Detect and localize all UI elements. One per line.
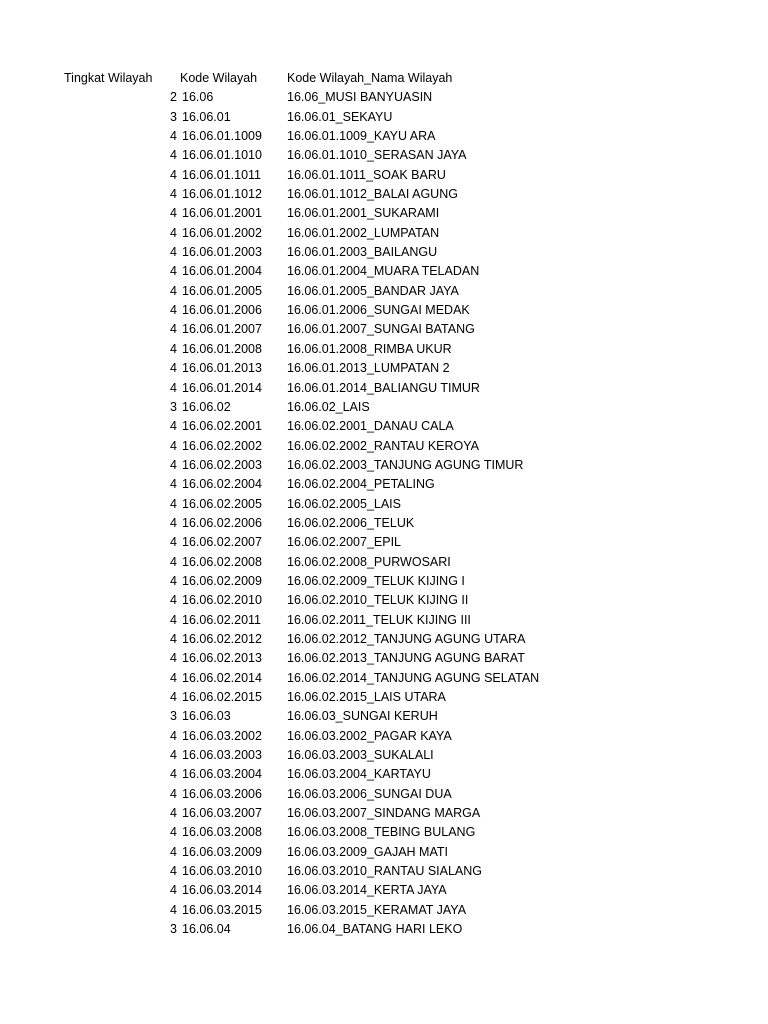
code-cell: 16.06.03.2002 bbox=[182, 728, 262, 743]
code-cell: 16.06.02.2008 bbox=[182, 554, 262, 569]
code-name-cell: 16.06.01.2013_LUMPATAN 2 bbox=[287, 361, 450, 376]
table-row bbox=[0, 727, 768, 746]
code-name-cell: 16.06.01.1010_SERASAN JAYA bbox=[287, 148, 467, 163]
code-cell: 16.06.01.1012 bbox=[182, 187, 262, 202]
table-row bbox=[0, 204, 768, 223]
table-row bbox=[0, 398, 768, 417]
table-row bbox=[0, 88, 768, 107]
code-name-cell: 16.06.03.2010_RANTAU SIALANG bbox=[287, 864, 483, 879]
table-row bbox=[0, 707, 768, 726]
level-cell: 3 bbox=[170, 922, 177, 937]
code-name-cell: 16.06.02.2013_TANJUNG AGUNG BARAT bbox=[287, 651, 525, 666]
level-cell: 4 bbox=[170, 786, 177, 801]
code-name-cell: 16.06.02.2007_EPIL bbox=[287, 535, 401, 550]
code-cell: 16.06.01.1011 bbox=[182, 167, 262, 182]
level-cell: 4 bbox=[170, 380, 177, 395]
level-cell: 4 bbox=[170, 728, 177, 743]
table-row bbox=[0, 823, 768, 842]
level-cell: 4 bbox=[170, 767, 177, 782]
level-cell: 4 bbox=[170, 477, 177, 492]
table-row bbox=[0, 340, 768, 359]
level-cell: 4 bbox=[170, 631, 177, 646]
level-cell: 4 bbox=[170, 457, 177, 472]
code-cell: 16.06.02 bbox=[182, 399, 231, 414]
level-cell: 4 bbox=[170, 573, 177, 588]
code-name-cell: 16.06.02.2005_LAIS bbox=[287, 496, 401, 511]
level-cell: 4 bbox=[170, 593, 177, 608]
level-cell: 4 bbox=[170, 825, 177, 840]
level-cell: 4 bbox=[170, 187, 177, 202]
level-cell: 4 bbox=[170, 245, 177, 260]
code-name-cell: 16.06.02.2009_TELUK KIJING I bbox=[287, 573, 465, 588]
level-cell: 4 bbox=[170, 225, 177, 240]
table-row bbox=[0, 320, 768, 339]
code-name-cell: 16.06.03.2007_SINDANG MARGA bbox=[287, 806, 481, 821]
table-row bbox=[0, 282, 768, 301]
level-cell: 4 bbox=[170, 670, 177, 685]
code-cell: 16.06.02.2005 bbox=[182, 496, 262, 511]
code-cell: 16.06.02.2013 bbox=[182, 651, 262, 666]
table-row bbox=[0, 572, 768, 591]
code-name-cell: 16.06.02.2010_TELUK KIJING II bbox=[287, 593, 469, 608]
table-row bbox=[0, 379, 768, 398]
code-name-cell: 16.06.02.2014_TANJUNG AGUNG SELATAN bbox=[287, 670, 540, 685]
level-cell: 4 bbox=[170, 515, 177, 530]
code-cell: 16.06.02.2014 bbox=[182, 670, 262, 685]
level-cell: 4 bbox=[170, 341, 177, 356]
code-cell: 16.06.02.2010 bbox=[182, 593, 262, 608]
code-cell: 16.06.03.2003 bbox=[182, 748, 262, 763]
code-cell: 16.06.03.2008 bbox=[182, 825, 262, 840]
table-row bbox=[0, 630, 768, 649]
code-name-cell: 16.06.03.2014_KERTA JAYA bbox=[287, 883, 447, 898]
table-row bbox=[0, 669, 768, 688]
level-cell: 3 bbox=[170, 399, 177, 414]
code-cell: 16.06.02.2004 bbox=[182, 477, 262, 492]
level-cell: 4 bbox=[170, 264, 177, 279]
table-row bbox=[0, 804, 768, 823]
level-cell: 4 bbox=[170, 535, 177, 550]
code-cell: 16.06.03.2009 bbox=[182, 844, 262, 859]
table-row bbox=[0, 765, 768, 784]
code-cell: 16.06.04 bbox=[182, 922, 231, 937]
code-name-cell: 16.06.03.2008_TEBING BULANG bbox=[287, 825, 476, 840]
code-name-cell: 16.06.01_SEKAYU bbox=[287, 109, 393, 124]
table-row bbox=[0, 108, 768, 127]
table-row bbox=[0, 649, 768, 668]
code-name-cell: 16.06.01.2006_SUNGAI MEDAK bbox=[287, 303, 470, 318]
code-cell: 16.06.01.2004 bbox=[182, 264, 262, 279]
code-cell: 16.06.01 bbox=[182, 109, 231, 124]
code-cell: 16.06.02.2006 bbox=[182, 515, 262, 530]
code-cell: 16.06.01.1010 bbox=[182, 148, 262, 163]
table-row bbox=[0, 359, 768, 378]
level-cell: 4 bbox=[170, 167, 177, 182]
code-cell: 16.06.02.2002 bbox=[182, 438, 262, 453]
code-name-cell: 16.06.01.2001_SUKARAMI bbox=[287, 206, 440, 221]
code-cell: 16.06 bbox=[182, 90, 214, 105]
table-row bbox=[0, 146, 768, 165]
code-name-cell: 16.06.03.2002_PAGAR KAYA bbox=[287, 728, 452, 743]
level-cell: 4 bbox=[170, 361, 177, 376]
table-row bbox=[0, 243, 768, 262]
code-name-cell: 16.06.02.2003_TANJUNG AGUNG TIMUR bbox=[287, 457, 524, 472]
table-row bbox=[0, 301, 768, 320]
code-name-cell: 16.06.01.2005_BANDAR JAYA bbox=[287, 283, 459, 298]
code-name-cell: 16.06.02.2001_DANAU CALA bbox=[287, 419, 454, 434]
table-row bbox=[0, 166, 768, 185]
table-row bbox=[0, 746, 768, 765]
header-row bbox=[0, 69, 768, 88]
code-cell: 16.06.02.2007 bbox=[182, 535, 262, 550]
code-cell: 16.06.02.2011 bbox=[182, 612, 262, 627]
code-name-cell: 16.06.01.2004_MUARA TELADAN bbox=[287, 264, 480, 279]
code-cell: 16.06.01.2014 bbox=[182, 380, 262, 395]
table-row bbox=[0, 456, 768, 475]
table-row bbox=[0, 553, 768, 572]
code-name-cell: 16.06.02_LAIS bbox=[287, 399, 370, 414]
level-cell: 4 bbox=[170, 902, 177, 917]
table-row bbox=[0, 862, 768, 881]
table-row bbox=[0, 185, 768, 204]
header-tingkat-wilayah: Tingkat Wilayah bbox=[64, 71, 153, 85]
level-cell: 4 bbox=[170, 690, 177, 704]
code-name-cell: 16.06.03.2003_SUKALALI bbox=[287, 748, 434, 763]
code-cell: 16.06.02.2012 bbox=[182, 631, 262, 646]
code-name-cell: 16.06.02.2015_LAIS UTARA bbox=[287, 690, 446, 704]
level-cell: 4 bbox=[170, 303, 177, 318]
code-name-cell: 16.06.03.2004_KARTAYU bbox=[287, 767, 431, 782]
code-cell: 16.06.03.2007 bbox=[182, 806, 262, 821]
level-cell: 4 bbox=[170, 129, 177, 144]
code-name-cell: 16.06.03.2015_KERAMAT JAYA bbox=[287, 902, 467, 917]
table-row bbox=[0, 843, 768, 862]
code-cell: 16.06.01.1009 bbox=[182, 129, 262, 144]
code-cell: 16.06.02.2003 bbox=[182, 457, 262, 472]
code-name-cell: 16.06.02.2011_TELUK KIJING III bbox=[287, 612, 471, 627]
level-cell: 4 bbox=[170, 612, 177, 627]
code-name-cell: 16.06.01.2008_RIMBA UKUR bbox=[287, 341, 452, 356]
code-name-cell: 16.06.03.2006_SUNGAI DUA bbox=[287, 786, 452, 801]
table-row bbox=[0, 785, 768, 804]
level-cell: 3 bbox=[170, 109, 177, 124]
code-cell: 16.06.02.2015 bbox=[182, 690, 262, 704]
level-cell: 4 bbox=[170, 206, 177, 221]
code-cell: 16.06.03.2010 bbox=[182, 864, 262, 879]
table-row bbox=[0, 224, 768, 243]
table-body bbox=[0, 88, 768, 939]
code-name-cell: 16.06.01.1011_SOAK BARU bbox=[287, 167, 446, 182]
table-row bbox=[0, 533, 768, 552]
header-kode-nama-wilayah: Kode Wilayah_Nama Wilayah bbox=[287, 71, 453, 85]
code-cell: 16.06.01.2005 bbox=[182, 283, 262, 298]
code-name-cell: 16.06.02.2008_PURWOSARI bbox=[287, 554, 451, 569]
code-name-cell: 16.06.03_SUNGAI KERUH bbox=[287, 709, 438, 724]
level-cell: 4 bbox=[170, 883, 177, 898]
table-row bbox=[0, 688, 768, 707]
level-cell: 4 bbox=[170, 438, 177, 453]
code-cell: 16.06.02.2001 bbox=[182, 419, 262, 434]
level-cell: 4 bbox=[170, 554, 177, 569]
table-row bbox=[0, 881, 768, 900]
header-kode-wilayah: Kode Wilayah bbox=[180, 71, 258, 85]
code-cell: 16.06.01.2001 bbox=[182, 206, 262, 221]
code-cell: 16.06.03.2015 bbox=[182, 902, 262, 917]
level-cell: 4 bbox=[170, 864, 177, 879]
table-row bbox=[0, 611, 768, 630]
code-cell: 16.06.01.2008 bbox=[182, 341, 262, 356]
table-row bbox=[0, 920, 768, 939]
code-cell: 16.06.02.2009 bbox=[182, 573, 262, 588]
code-name-cell: 16.06.04_BATANG HARI LEKO bbox=[287, 922, 463, 937]
table-row bbox=[0, 495, 768, 514]
code-cell: 16.06.01.2013 bbox=[182, 361, 262, 376]
table-row bbox=[0, 127, 768, 146]
code-name-cell: 16.06.01.1012_BALAI AGUNG bbox=[287, 187, 458, 202]
level-cell: 4 bbox=[170, 651, 177, 666]
table-row bbox=[0, 591, 768, 610]
level-cell: 4 bbox=[170, 322, 177, 337]
code-name-cell: 16.06.01.2014_BALIANGU TIMUR bbox=[287, 380, 480, 395]
table-row bbox=[0, 437, 768, 456]
level-cell: 2 bbox=[170, 90, 177, 105]
level-cell: 3 bbox=[170, 709, 177, 724]
code-name-cell: 16.06.01.2007_SUNGAI BATANG bbox=[287, 322, 475, 337]
code-name-cell: 16.06.01.1009_KAYU ARA bbox=[287, 129, 436, 144]
code-cell: 16.06.01.2003 bbox=[182, 245, 262, 260]
table-row bbox=[0, 514, 768, 533]
code-cell: 16.06.01.2006 bbox=[182, 303, 262, 318]
table-row bbox=[0, 901, 768, 920]
level-cell: 4 bbox=[170, 283, 177, 298]
level-cell: 4 bbox=[170, 496, 177, 511]
code-name-cell: 16.06.02.2002_RANTAU KEROYA bbox=[287, 438, 479, 453]
code-name-cell: 16.06.01.2003_BAILANGU bbox=[287, 245, 438, 260]
level-cell: 4 bbox=[170, 748, 177, 763]
level-cell: 4 bbox=[170, 148, 177, 163]
code-name-cell: 16.06.02.2012_TANJUNG AGUNG UTARA bbox=[287, 631, 526, 646]
code-cell: 16.06.01.2007 bbox=[182, 322, 262, 337]
code-cell: 16.06.01.2002 bbox=[182, 225, 262, 240]
code-name-cell: 16.06_MUSI BANYUASIN bbox=[287, 90, 433, 105]
code-name-cell: 16.06.02.2004_PETALING bbox=[287, 477, 435, 492]
code-cell: 16.06.03.2006 bbox=[182, 786, 262, 801]
code-cell: 16.06.03.2014 bbox=[182, 883, 262, 898]
code-cell: 16.06.03.2004 bbox=[182, 767, 262, 782]
table-row bbox=[0, 417, 768, 436]
table-row bbox=[0, 262, 768, 281]
code-cell: 16.06.03 bbox=[182, 709, 231, 724]
level-cell: 4 bbox=[170, 419, 177, 434]
region-table bbox=[0, 69, 768, 939]
level-cell: 4 bbox=[170, 806, 177, 821]
level-cell: 4 bbox=[170, 844, 177, 859]
code-name-cell: 16.06.03.2009_GAJAH MATI bbox=[287, 844, 448, 859]
code-name-cell: 16.06.02.2006_TELUK bbox=[287, 515, 415, 530]
table-row bbox=[0, 475, 768, 494]
code-name-cell: 16.06.01.2002_LUMPATAN bbox=[287, 225, 440, 240]
